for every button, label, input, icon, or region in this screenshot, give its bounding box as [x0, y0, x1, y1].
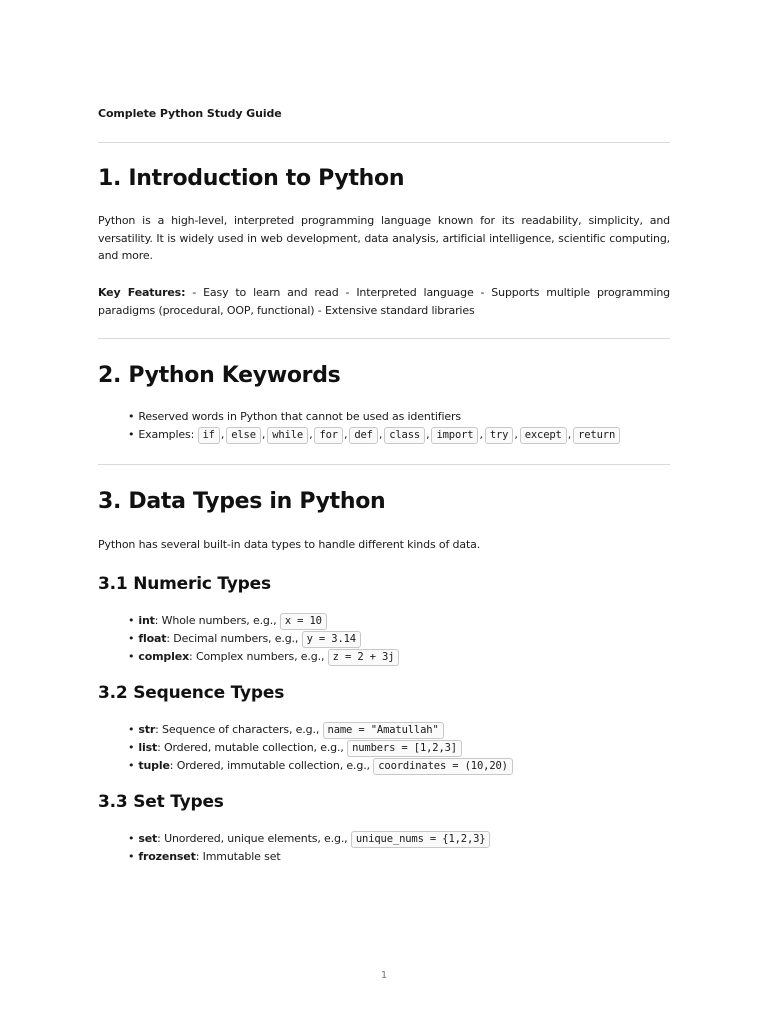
divider	[98, 338, 670, 339]
keyword-code: if	[198, 427, 220, 444]
list-item-text: Reserved words in Python that cannot be used as identifiers	[138, 410, 461, 423]
page-number: 1	[380, 970, 388, 981]
subheading-numeric-types: 3.1 Numeric Types	[98, 574, 271, 594]
subheading-sequence-types: 3.2 Sequence Types	[98, 683, 285, 703]
type-description: : Ordered, immutable collection, e.g.,	[169, 759, 374, 772]
example-code: z = 2 + 3j	[328, 649, 400, 666]
type-term: float	[138, 632, 167, 645]
divider	[98, 464, 670, 465]
type-term: str	[138, 723, 156, 736]
example-code: x = 10	[280, 613, 327, 630]
type-description: : Unordered, unique elements, e.g.,	[157, 832, 351, 845]
type-description: : Immutable set	[195, 850, 281, 863]
keywords-list	[128, 408, 620, 444]
bullet-icon: •	[128, 614, 135, 627]
type-term: int	[138, 614, 155, 627]
keyword-code: import	[431, 427, 478, 444]
section-heading-introduction: 1. Introduction to Python	[98, 166, 405, 191]
example-code: numbers = [1,2,3]	[347, 740, 462, 757]
type-description: : Sequence of characters, e.g.,	[155, 723, 323, 736]
list-item	[128, 848, 490, 866]
type-term: set	[138, 832, 158, 845]
data-types-intro: Python has several built-in data types to handle different kinds of data.	[98, 538, 481, 551]
keyword-code: except	[520, 427, 567, 444]
example-code: name = "Amatullah"	[323, 722, 444, 739]
type-term: frozenset	[138, 850, 196, 863]
key-features-paragraph	[98, 284, 670, 319]
set-types-list	[128, 830, 490, 866]
type-term: complex	[138, 650, 190, 663]
subheading-set-types: 3.3 Set Types	[98, 792, 224, 812]
divider	[98, 142, 670, 143]
section-heading-keywords: 2. Python Keywords	[98, 363, 341, 388]
bullet-icon: •	[128, 428, 135, 441]
list-item	[128, 408, 620, 426]
keyword-code: for	[314, 427, 343, 444]
document-title: Complete Python Study Guide	[98, 107, 282, 120]
keyword-code: def	[349, 427, 378, 444]
keyword-code: while	[267, 427, 308, 444]
keyword-code: try	[485, 427, 514, 444]
type-description: : Complex numbers, e.g.,	[189, 650, 328, 663]
list-item	[128, 830, 490, 848]
type-description: : Decimal numbers, e.g.,	[166, 632, 302, 645]
bullet-icon: •	[128, 759, 135, 772]
bullet-icon: •	[128, 632, 135, 645]
bullet-icon: •	[128, 741, 135, 754]
list-item	[128, 612, 399, 630]
keyword-code: class	[384, 427, 425, 444]
numeric-types-list	[128, 612, 399, 666]
key-features-label: Key Features:	[98, 286, 186, 299]
type-description: : Ordered, mutable collection, e.g.,	[157, 741, 348, 754]
key-features-text: - Easy to learn and read - Interpreted language - Supports multiple programming paradigms (procedural, OOP, functional) - Extensive standard libraries	[98, 286, 671, 317]
section-heading-data-types: 3. Data Types in Python	[98, 489, 386, 514]
example-code: coordinates = (10,20)	[373, 758, 513, 775]
example-code: unique_nums = {1,2,3}	[351, 831, 491, 848]
bullet-icon: •	[128, 410, 135, 423]
list-item: • Examples: if , else , while , for , def , class , import , try , except , return	[128, 426, 620, 444]
example-code: y = 3.14	[302, 631, 361, 648]
type-term: tuple	[138, 759, 170, 772]
bullet-icon: •	[128, 850, 135, 863]
bullet-icon: •	[128, 723, 135, 736]
list-item	[128, 648, 399, 666]
bullet-icon: •	[128, 832, 135, 845]
list-item	[128, 630, 399, 648]
intro-paragraph: Python is a high-level, interpreted programming language known for its readability, simplicity, and versatility. It is widely used in web development, data analysis, artificial intelligence, scientific computing, and more.	[98, 214, 670, 262]
examples-label: Examples:	[138, 428, 198, 441]
bullet-icon: •	[128, 650, 135, 663]
type-term: list	[138, 741, 158, 754]
list-item	[128, 721, 513, 739]
type-description: : Whole numbers, e.g.,	[154, 614, 280, 627]
list-item	[128, 739, 513, 757]
keyword-code: return	[573, 427, 620, 444]
keyword-code: else	[226, 427, 261, 444]
sequence-types-list	[128, 721, 513, 775]
list-item	[128, 757, 513, 775]
